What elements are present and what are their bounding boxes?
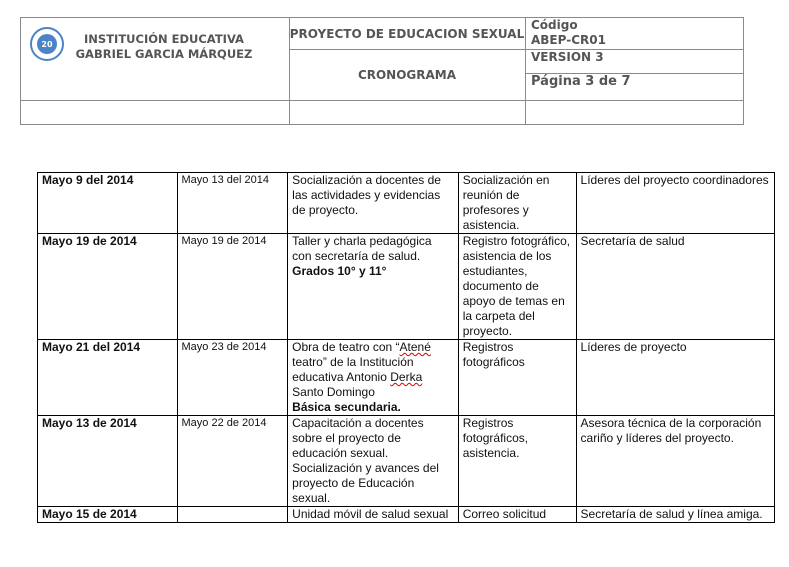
end-date-cell: Mayo 23 de 2014	[177, 340, 288, 416]
activity-text-part: Obra de teatro con “	[292, 340, 400, 354]
institution-name	[71, 32, 257, 62]
institution-line-2: GABRIEL GARCIA MÁRQUEZ	[75, 47, 253, 61]
table-row	[38, 416, 775, 507]
document-title: CRONOGRAMA	[357, 68, 457, 82]
page-number: Página 3 de 7	[531, 74, 631, 89]
schedule-table	[37, 172, 775, 523]
end-date-cell: Mayo 22 de 2014	[177, 416, 288, 507]
responsible-cell: Secretaría de salud y línea amiga.	[576, 507, 774, 523]
end-date-cell: Mayo 13 del 2014	[177, 173, 288, 234]
start-date-cell: Mayo 9 del 2014	[38, 173, 178, 234]
activity-text: Socialización y avances del proyecto de Educación sexual.	[292, 461, 439, 505]
header-divider	[525, 18, 526, 124]
responsible-cell: Líderes de proyecto	[576, 340, 774, 416]
activity-text: Unidad móvil de salud sexual	[292, 507, 449, 521]
responsible-cell: Asesora técnica de la corporación cariño y líderes del proyecto.	[576, 416, 774, 507]
activity-text-part: teatro” de la Institución educativa Antonio	[292, 355, 414, 384]
start-date-cell: Mayo 21 del 2014	[38, 340, 178, 416]
table-row	[38, 507, 775, 523]
logo-emblem: 20	[37, 34, 57, 54]
activity-cell	[288, 340, 459, 416]
evidence-cell: Socialización en reunión de profesores y asistencia.	[458, 173, 576, 234]
table-row	[38, 340, 775, 416]
document-header	[20, 17, 744, 125]
activity-text-part: Santo Domingo	[292, 385, 375, 399]
evidence-cell: Correo solicitud	[458, 507, 576, 523]
evidence-cell: Registro fotográfico, asistencia de los estudiantes, documento de apoyo de temas en la carpeta del proyecto.	[458, 234, 576, 340]
activity-text: Capacitación a docentes sobre el proyecto de educación sexual.	[292, 416, 424, 460]
activity-level: Básica secundaria.	[292, 400, 401, 414]
evidence-cell: Registros fotográficos	[458, 340, 576, 416]
activity-text	[292, 340, 454, 400]
project-title: PROYECTO DE EDUCACION SEXUAL	[289, 26, 525, 41]
end-date-cell: Mayo 19 de 2014	[177, 234, 288, 340]
activity-cell	[288, 416, 459, 507]
activity-cell	[288, 507, 459, 523]
activity-grades: Grados 10° y 11°	[292, 264, 387, 278]
evidence-cell: Registros fotográficos, asistencia.	[458, 416, 576, 507]
responsible-cell: Secretaría de salud	[576, 234, 774, 340]
code-value: ABEP-CR01	[531, 33, 606, 47]
header-divider	[21, 100, 744, 101]
responsible-cell: Líderes del proyecto coordinadores	[576, 173, 774, 234]
start-date-cell: Mayo 19 de 2014	[38, 234, 178, 340]
end-date-cell	[177, 507, 288, 523]
start-date-cell: Mayo 15 de 2014	[38, 507, 178, 523]
version-label: VERSION 3	[531, 50, 604, 64]
school-logo	[30, 27, 64, 61]
table-row	[38, 173, 775, 234]
table-row	[38, 234, 775, 340]
start-date-cell: Mayo 13 de 2014	[38, 416, 178, 507]
institution-line-1: INSTITUCIÓN EDUCATIVA	[84, 32, 244, 46]
activity-text: Socialización a docentes de las actividades y evidencias de proyecto.	[292, 173, 441, 217]
spellcheck-word: Derka	[390, 370, 423, 384]
activity-cell	[288, 173, 459, 234]
code-label: Código	[531, 18, 578, 32]
activity-cell	[288, 234, 459, 340]
activity-text: Taller y charla pedagógica con secretaría de salud.	[292, 234, 432, 263]
spellcheck-word: Atené	[399, 340, 431, 354]
